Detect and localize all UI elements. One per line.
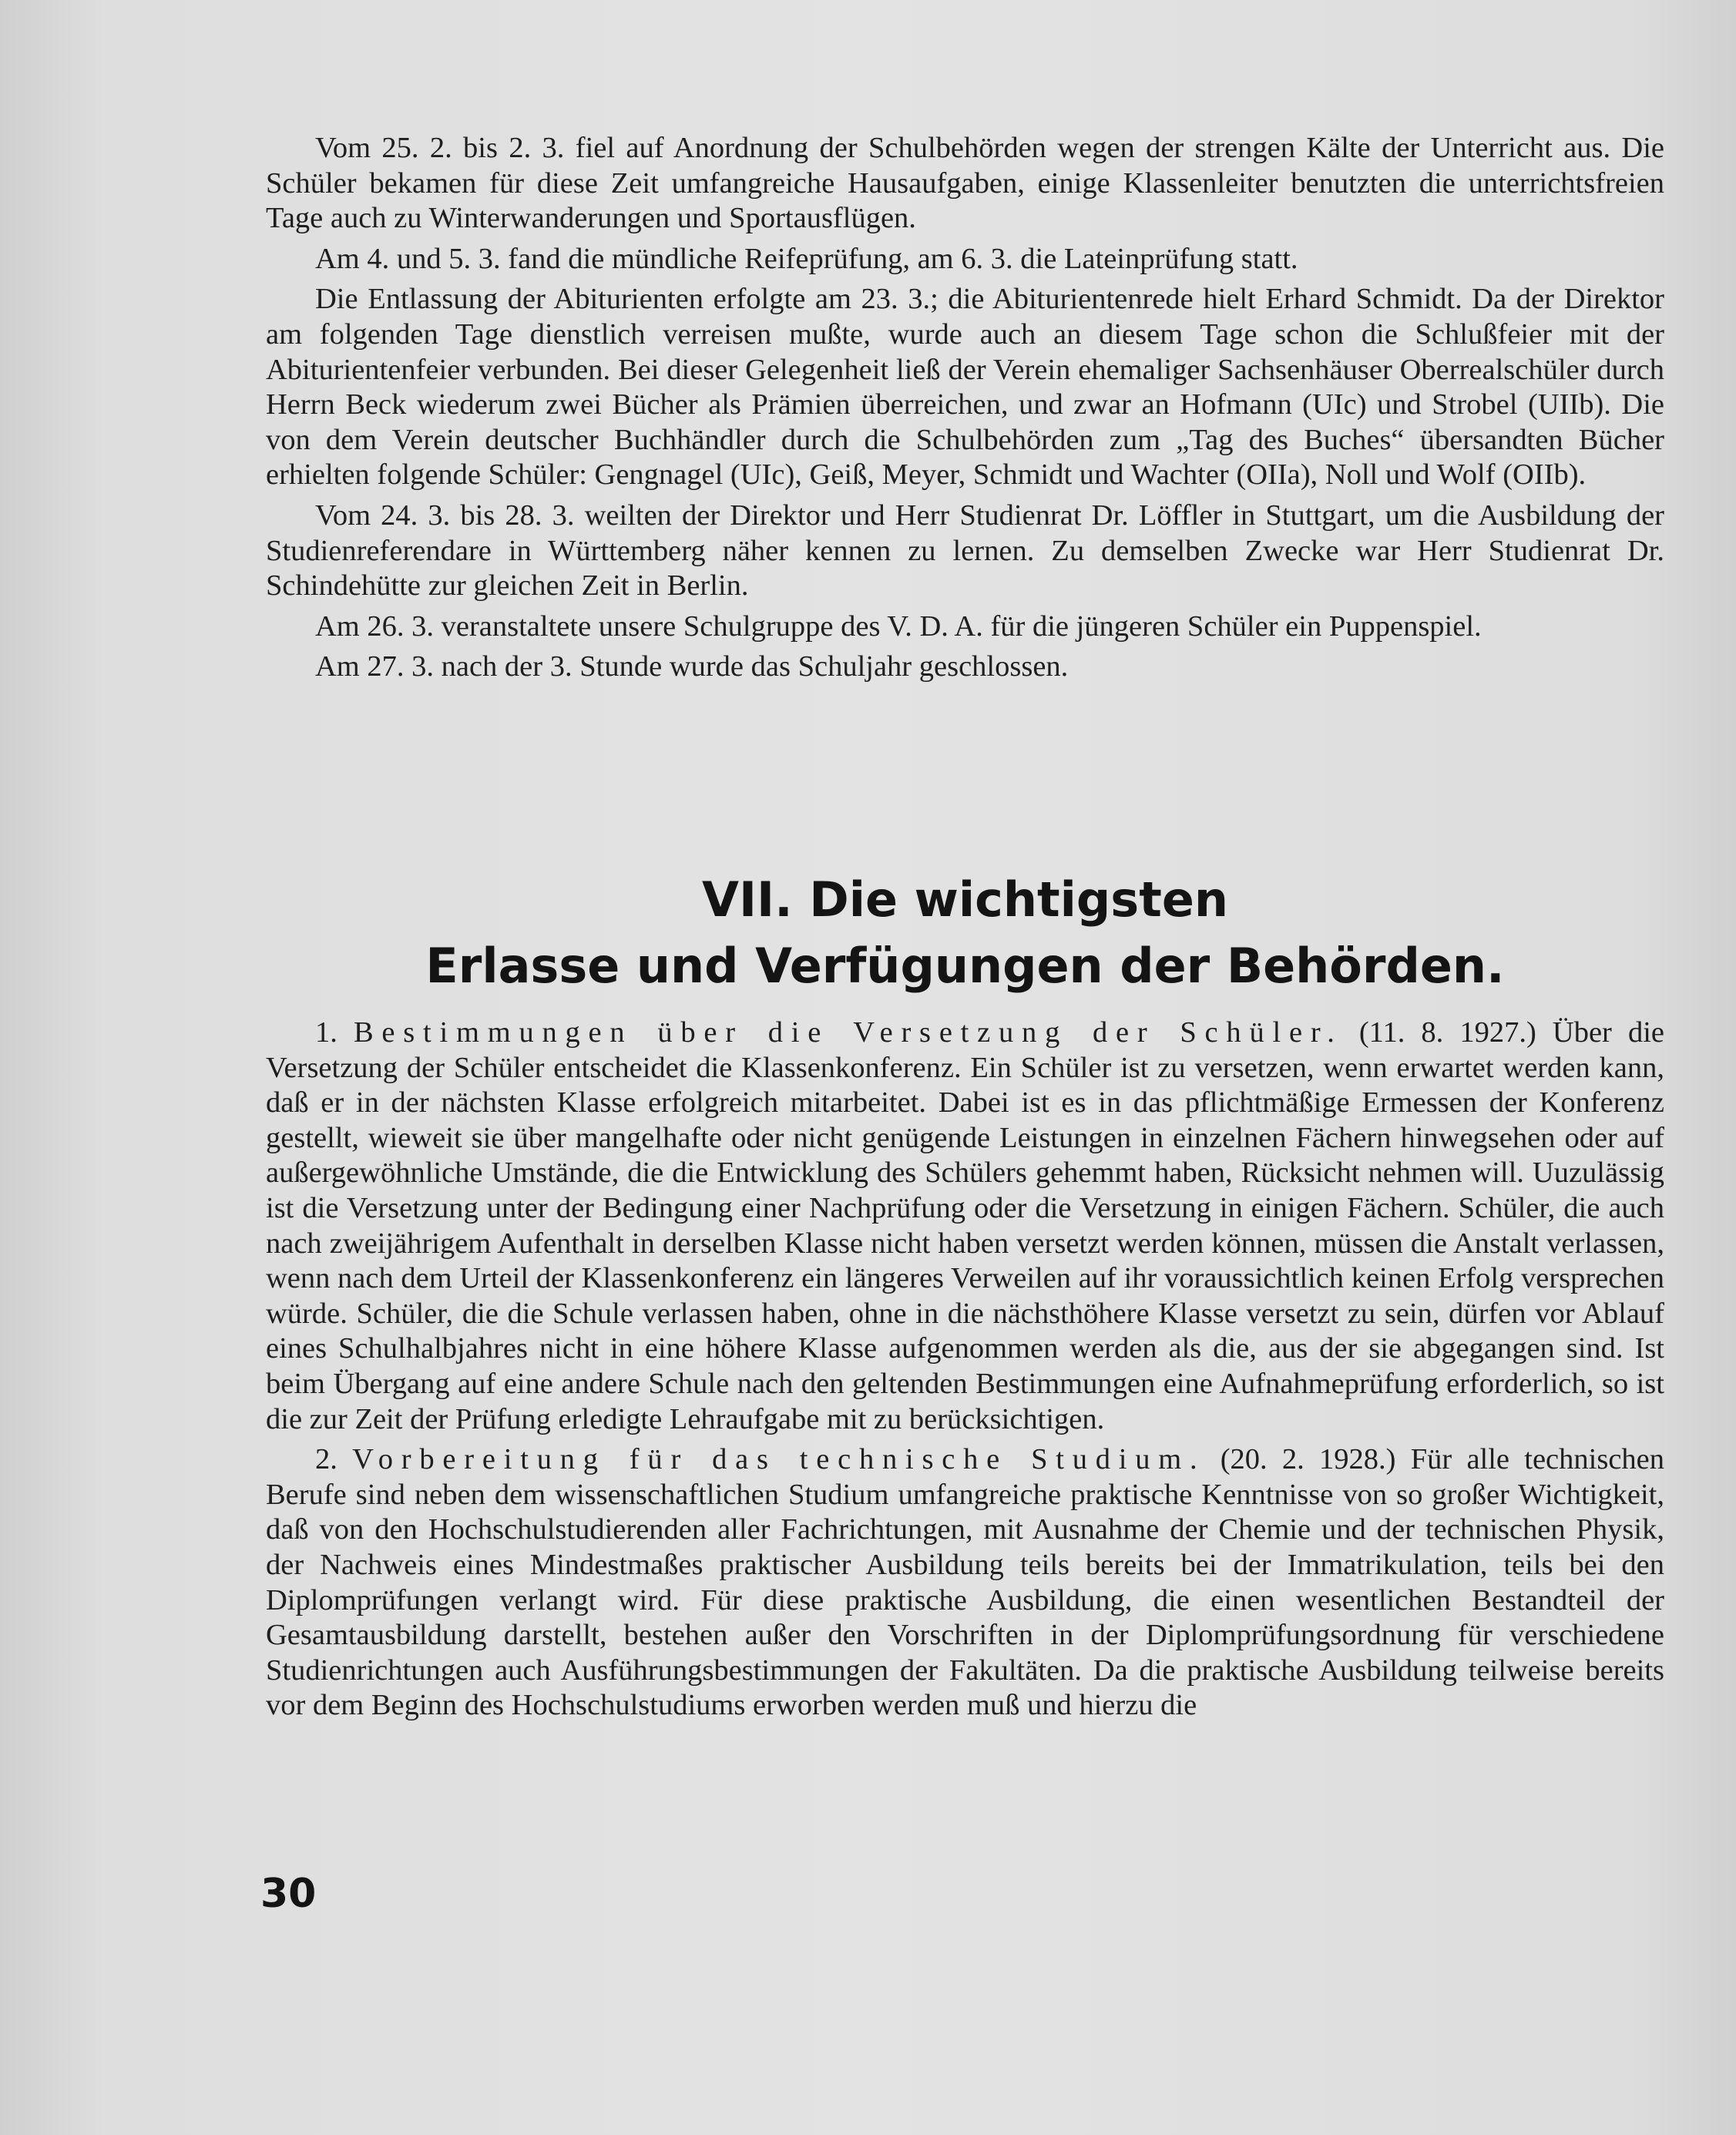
decree-number: 1.	[315, 1016, 337, 1049]
paragraph-year-closing: Am 27. 3. nach der 3. Stunde wurde das Schuljahr geschlossen.	[315, 650, 1069, 683]
paragraph-winter-closure: Vom 25. 2. bis 2. 3. fiel auf Anordnung der Schulbehörden wegen der strengen Kälte der Unterricht aus. Die Schüler bekamen für diese Zeit umfangreiche Hausaufgaben, einige Klassenleiter benutzten die unterrichtsfreien Tage auch zu Winterwanderungen und Sportausflügen.	[266, 132, 1664, 235]
decrees-text	[266, 1015, 1664, 1729]
page-number: 30	[260, 1871, 317, 1917]
paragraph-stuttgart-visit: Vom 24. 3. bis 28. 3. weilten der Direktor und Herr Studienrat Dr. Löffler in Stuttgart, um die Ausbildung der Studienreferendare in Württemberg näher kennen zu lernen. Zu demselben Zwecke war Herr Studienrat Dr. Schindehütte zur gleichen Zeit in Berlin.	[266, 499, 1664, 603]
paragraph-puppet-show: Am 26. 3. veranstaltete unsere Schulgruppe des V. D. A. für die jüngeren Schüler ein Puppenspiel.	[315, 609, 1482, 643]
paragraph-graduation: Die Entlassung der Abiturienten erfolgte am 23. 3.; die Abiturientenrede hielt Erhard Schmidt. Da der Direktor am folgenden Tage dienstlich verreisen mußte, wurde auch an diesem Tage schon die Schlußfeier mit der Abiturientenfeier verbunden. Bei dieser Gelegenheit ließ der Verein ehemaliger Sachsenhäuser Oberrealschüler durch Herrn Beck wiederum zwei Bücher als Prämien überreichen, und zwar an Hofmann (UIc) und Strobel (UIIb). Die von dem Verein deutscher Buchhändler durch die Schulbehörden zum „Tag des Buches“ übersandten Bücher erhielten folgende Schüler: Gengnagel (UIc), Geiß, Meyer, Schmidt und Wachter (OIIa), Noll und Wolf (OIIb).	[266, 283, 1664, 492]
section-heading-line-2: Erlasse und Verfügungen der Behörden.	[425, 938, 1505, 994]
decree-title: Bestimmungen über die Versetzung der Schüler.	[353, 1016, 1343, 1049]
decree-title: Vorbereitung für das technische Studium.	[352, 1443, 1206, 1476]
decree-item	[266, 1015, 1664, 1437]
section-heading	[266, 867, 1664, 999]
paragraph-oral-exam: Am 4. und 5. 3. fand die mündliche Reifeprüfung, am 6. 3. die Lateinprüfung statt.	[315, 242, 1298, 275]
school-chronicle-text	[266, 131, 1664, 690]
decree-item	[266, 1442, 1664, 1724]
decree-number: 2.	[315, 1443, 337, 1476]
decree-body: (11. 8. 1927.) Über die Versetzung der Schüler entscheidet die Klassenkonferenz. Ein Schüler ist zu versetzen, wenn erwartet werden kann, daß er in der nächsten Klasse erfolgreich mitarbeitet. Dabei ist es in das pflichtmäßige Ermessen der Konferenz gestellt, wieweit sie über mangelhafte oder nicht genügende Leistungen in einzelnen Fächern hinwegsehen oder auf außergewöhnliche Umstände, die die Entwicklung des Schülers gehemmt haben, Rücksicht nehmen will. Uuzulässig ist die Versetzung unter der Bedingung einer Nachprüfung oder die Versetzung in einigen Fächern. Schüler, die auch nach zweijährigem Aufenthalt in derselben Klasse nicht haben versetzt werden können, müssen die Anstalt verlassen, wenn nach dem Urteil der Klassenkonferenz ein längeres Verweilen auf ihr voraussichtlich keinen Erfolg versprechen würde. Schüler, die die Schule verlassen haben, ohne in die nächsthöhere Klasse versetzt zu sein, dürfen vor Ablauf eines Schulhalbjahres nicht in eine höhere Klasse aufgenommen werden als die, aus der sie abgegangen sind. Ist beim Übergang auf eine andere Schule nach den geltenden Bestimmungen eine Aufnahmeprüfung erforderlich, so ist die zur Zeit der Prüfung erledigte Lehraufgabe mit zu berücksichtigen.	[266, 1016, 1665, 1435]
decree-body: (20. 2. 1928.) Für alle technischen Berufe sind neben dem wissenschaftlichen Studium umfangreiche praktische Kenntnisse von so großer Wichtigkeit, daß von den Hochschulstudierenden aller Fachrichtungen, mit Ausnahme der Chemie und der technischen Physik, der Nachweis eines Mindestmaßes praktischer Ausbildung teils bereits bei der Immatrikulation, teils bei den Diplomprüfungen verlangt wird. Für diese praktische Ausbildung, die einen wesentlichen Bestandteil der Gesamtausbildung darstellt, bestehen außer den Vorschriften in der Diplomprüfungsordnung für verschiedene Studienrichtungen auch Ausführungsbestimmungen der Fakultäten. Da die praktische Ausbildung teilweise bereits vor dem Beginn des Hochschulstudiums erworben werden muß und hierzu die	[266, 1443, 1664, 1722]
section-heading-line-1: VII. Die wichtigsten	[701, 871, 1229, 928]
